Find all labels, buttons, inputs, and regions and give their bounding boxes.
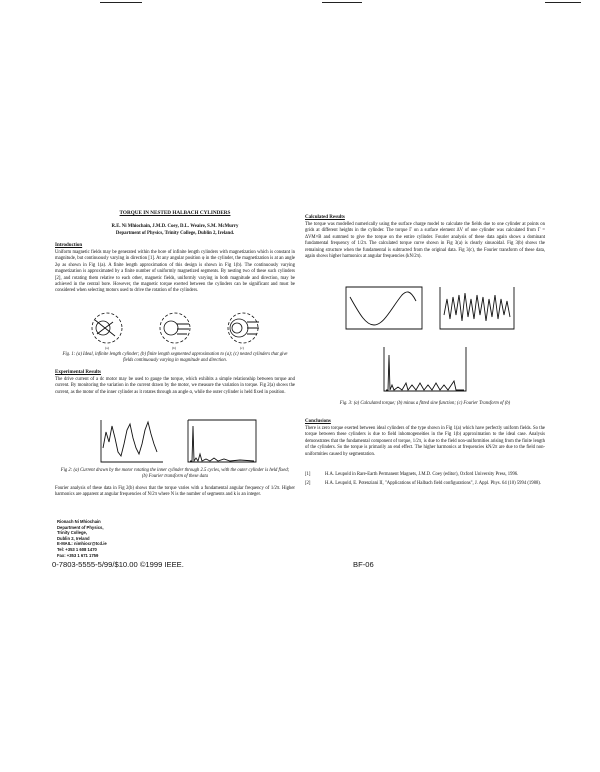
address-block [57, 519, 107, 558]
address-line: Dublin 2, Ireland [57, 535, 90, 541]
address-line: Trinity College, [57, 530, 88, 536]
fig2a-trace [103, 422, 157, 456]
reference-text: H.A. Leupold, E. Potenziani II, "Applications of Halbach field configurations", J. Appl. Phys. 64 (10) 5994 (1988). [325, 481, 542, 487]
fig3a-sine-curve [350, 292, 416, 325]
fig3a-torque-plot [340, 285, 428, 335]
experimental-heading: Experimental Results [55, 370, 101, 375]
scan-mark [322, 2, 362, 3]
session-code: BF-06 [353, 560, 374, 569]
cylinder-b [160, 313, 190, 343]
fig2-caption: Fig 2: (a) Current drawn by the motor rotating the inner cylinder through 2.5 cycles, with the outer cylinder is held fixed; (b) Fourier transform of these data [60, 468, 290, 480]
reference-item [305, 472, 545, 478]
address-line: Department of Physics, [57, 524, 104, 530]
fig1-label-b: (b) [172, 346, 177, 350]
fig2b-spectrum [190, 426, 254, 461]
fig3-caption: Fig. 3: (a) Calculated torque; (b) minus a fitted sine function; (c) Fourier Transform of (b) [339, 401, 511, 406]
isbn-line: 0-7803-5555-5/99/$10.00 ©1999 IEEE. [52, 560, 184, 569]
reference-number: [1] [305, 472, 311, 477]
fig2b-fourier-plot [180, 418, 260, 466]
fig3c-spectrum [386, 355, 464, 390]
references [305, 472, 545, 488]
scan-mark [100, 2, 142, 3]
fig1-caption: Fig. 1: (a) Ideal, infinite length cylinder; (b) finite length segmented approximation to (a); (c) nested cylinders that give fields continuously varying in magnitude and direction. [62, 352, 288, 364]
address-line: E-MAIL: nimhiocr@tcd.ie [57, 541, 107, 547]
reference-item [305, 481, 545, 487]
calculated-text: The torque was modelled numerically using the surface charge model to calculate the fields due to one cylinder at points on grids at different heights in the cylinder. The torque Γ on a surface element ΔV of one cylinder was calculated from Γ = ΔVM×B and summed to give the torque on the entire cylinder. Fourier analysis of these data again shows a dominant fundamental frequency of 1/2π. The calculated torque curve shown in Fig 3(a) is clearly sinusoidal. Fig 3(b) shows the remaining structure when the fundamental is subtracted from the original data. Fig 3(c), the Fourier transform of these data, again shows higher harmonics at angular frequencies (kN/2π). [305, 222, 545, 260]
affiliation: Department of Physics, Trinity College, Dublin 2, Ireland. [115, 231, 235, 236]
authors: R.E. Ni Mhiochain, J.M.D. Coey, D.L. Weaire, S.M. McMurry [111, 224, 239, 229]
intro-text: Uniform magnetic fields may be generated within the bore of infinite length cylinders with magnetization which is constant in magnitude, but continuously varying in direction [1]. At any angular position φ in the cylinder, the magnetization is at an angle 2φ as shown in Fig 1(a). A finite length approximation of this design is shown in Fig 1(b). The continuously varying magnetization is approximated by a finite number of uniformly magnetized segments. By nesting two of these such cylinders [2], and rotating them relative to each other, magnetic fields, uniformly varying in both magnitude and direction, may be achieved in the central bore. However, the magnetic torque exerted between the cylinders can be significant and must be considered when selecting motors used to drive the rotation of the cylinders. [55, 250, 295, 294]
fig1-cylinders [85, 312, 265, 348]
address-line: Tel: +353 1 608 1470 [57, 546, 97, 552]
fourier-text: Fourier analysis of these data in Fig 2(b) shows that the torque varies with a fundamental angular frequency of 1/2π. Higher harmonics are apparent at angular frequencies of N/2π where N is the number of segments and k is an integer. [55, 486, 295, 498]
fig3b-trace [444, 293, 510, 321]
cylinder-c [228, 313, 259, 343]
conclusions-heading: Conclusions [305, 419, 331, 424]
fig3c-fourier-plot [378, 345, 470, 397]
address-line: Fax: +353 1 671 1759 [57, 552, 99, 558]
reference-text: H.A. Leupold in Rare-Earth Permanent Magnets, J.M.D. Coey (editor), Oxford University Press, 1996. [325, 472, 519, 477]
cylinder-a [92, 313, 122, 343]
conclusions-text: There is zero torque exerted between ideal cylinders of the type shown in Fig 1(a) which have perfectly uniform fields. So the torque between these cylinders is due to field inhomogeneities in the Fig 1(b) approximation to the ideal case. Analysis demonstrates that the fundamental component of torque, 1/2π, is due to the field non-uniformities arising from the finite length of the cylinders. So the torque is primarily an end effect. The higher harmonics at frequencies kN/2π are due to the field non-uniformities caused by segmentation. [305, 426, 545, 457]
fig1-label-a: (a) [105, 346, 109, 350]
intro-heading: Introduction [55, 243, 83, 248]
reference-number: [2] [305, 481, 311, 487]
scan-mark [545, 2, 581, 3]
address-line: Rionach Ni Mhiochain [57, 519, 101, 524]
fig1-label-c: (c) [240, 346, 244, 350]
fig3b-residual-plot [434, 285, 518, 335]
experimental-text: The drive current of a dc motor may be used to gauge the torque, which exhibits a simple relationship between torque and current. By monitoring the variation in the current drawn by the motor, we measure the variation in torque. Fig 2(a) shows the current, as the motor of the inner cylinder as it rotates through an angle α, while the outer cylinder is held fixed in position. [55, 377, 295, 395]
fig2a-current-plot [97, 418, 167, 466]
paper-title: TORQUE IN NESTED HALBACH CYLINDERS [119, 210, 231, 216]
calculated-heading: Calculated Results [305, 215, 345, 220]
